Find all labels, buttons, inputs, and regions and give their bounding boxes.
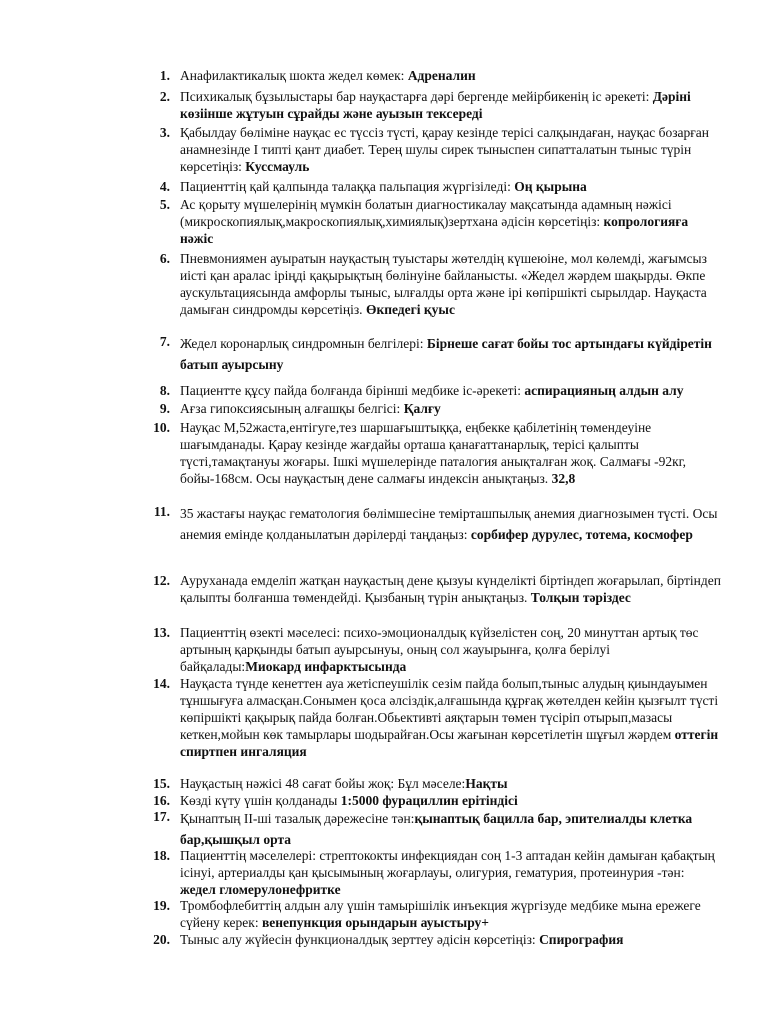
list-item <box>132 775 722 792</box>
answer-text: жедел гломерулонефритке <box>180 882 341 897</box>
item-text <box>180 624 722 675</box>
question-text: Қынаптың ІІ-ші тазалық дәрежесіне тән: <box>180 811 415 826</box>
list-item <box>132 808 722 850</box>
question-text: Анафилактикалық шокта жедел көмек: <box>180 68 408 83</box>
item-text <box>180 808 722 850</box>
answer-text: Нақты <box>465 776 508 791</box>
answer-text: қынаптық бацилла бар, эпителиалды клетка бар,қышқыл орта <box>180 811 693 847</box>
item-number: 11. <box>153 504 170 519</box>
answer-text: 32,8 <box>551 471 576 486</box>
answer-text: Өкпедегі қуыс <box>365 302 455 317</box>
question-text: Ауруханада емделіп жатқан науқастың дене қызуы күнделікті біртіндеп жоғарылап, біртіндеп қалыпты болғанша төмендейді. Қызбаның түрін анықтаңыз. <box>180 573 721 605</box>
list-item <box>132 624 722 675</box>
item-text <box>180 333 722 375</box>
item-text <box>180 503 722 545</box>
item-text <box>180 675 722 760</box>
question-text: Тыныс алу жүйесін функционалдық зерттеу әдісін көрсетіңіз: <box>180 932 540 947</box>
item-number: 5. <box>159 197 170 212</box>
item-text <box>180 931 722 948</box>
question-text: Науқаста түнде кенеттен ауа жетіспеушілік сезім пайда болып,тыныс алудың қиындауымен тұншығуға алмасқан.Сонымен қоса әлсіздік,алғашында құрғақ жөтелден кейін қызғылт түсті көпіршікті қақырық пайда болған.Обьективті аяқтарын төмен түсіріп отырып,мазасы кеткен,мойын көк тамырлары шодырайған.Осы жағынан көрсетілетін шұғыл жәрдем <box>180 676 719 742</box>
list-item <box>132 897 722 931</box>
item-number: 20. <box>153 932 170 947</box>
item-number: 4. <box>159 179 170 194</box>
answer-text: копрологияға нәжіс <box>180 214 689 246</box>
item-number: 1. <box>159 68 170 83</box>
question-text: Көзді күту үшін қолданады <box>180 793 341 808</box>
question-text: Пациенттің мәселелері: стрептококты инфекциядан соң 1-3 аптадан кейін дамыған қабақтың ісінуі, артериалды қан қысымының жоғарлауы, олигурия, гематурия, протеинурия -тән: <box>180 848 715 880</box>
item-text <box>180 196 722 247</box>
question-text: Психикалық бұзылыстары бар науқастарға дәрі бергенде мейірбикенің іс әрекеті: <box>180 89 653 104</box>
item-text <box>180 400 722 417</box>
answer-text: венепункция орындарын ауыстыру+ <box>261 915 489 930</box>
answer-text: Оң қырына <box>514 179 587 194</box>
answer-text: Толқын тәріздес <box>530 590 631 605</box>
item-number: 18. <box>153 848 170 863</box>
list-item <box>132 931 722 948</box>
item-number: 10. <box>153 420 170 435</box>
item-text <box>180 382 722 399</box>
question-text: Қабылдау бөліміне науқас ес түссіз түсті, қарау кезінде терісі салқындаған, науқас бозарған анамнезінде I типті қант диабет. Терең шулы сирек тыныспен сипатталатын тыныс түрін көрсетіңіз: <box>180 125 710 174</box>
list-item <box>132 333 722 375</box>
question-text: Пациентте құсу пайда болғанда бірінші медбике іс-әрекеті: <box>180 383 525 398</box>
question-text: Жедел коронарлық синдромнын белгілері: <box>180 336 427 351</box>
item-text <box>180 897 722 931</box>
item-text <box>180 178 722 195</box>
question-text: Ас қорыту мүшелерінің мүмкін болатын диагностикалау мақсатында адамның нәжісі (микроскопиялық,макроскопиялық,химиялық)зертхана әдісін көрсетіңіз: <box>180 197 672 229</box>
question-text: Тромбофлебиттің алдын алу үшін тамырішілік инъекция жүргізуде медбике мына ережеге сүйену керек: <box>180 898 701 930</box>
answer-text: оттегін спиртпен ингаляция <box>180 727 719 759</box>
item-number: 17. <box>153 809 170 824</box>
answer-text: Куссмауль <box>245 159 310 174</box>
list-item <box>132 847 722 898</box>
list-item <box>132 400 722 417</box>
item-number: 8. <box>159 383 170 398</box>
item-number: 6. <box>159 251 170 266</box>
question-text: Науқастың нәжісі 48 сағат бойы жоқ: Бұл мәселе: <box>180 776 466 791</box>
list-item <box>132 675 722 760</box>
answer-text: Қалғу <box>403 401 441 416</box>
question-text: 35 жастағы науқас гематология бөлімшесіне темірташпылық анемия диагнозымен түсті. Осы анемия емінде қолданылатын дәрілерді таңдаңыз: <box>180 506 718 542</box>
item-text <box>180 88 722 122</box>
question-text: Науқас М,52жаста,ентігуге,тез шаршағыштыққа, еңбекке қабілетінің төмендеуіне шағымданады. Қарау кезінде жағдайы орташа қанағаттанарлық, терісі қалыпты түсті,тамақтануы жоғары. Ішкі мүшелерінде паталогия анықталған жоқ. Салмағы -92кг, бойы-168см. Осы науқастың дене салмағы индексін анықтаңыз. <box>180 420 687 486</box>
item-number: 7. <box>159 334 170 349</box>
item-number: 15. <box>153 776 170 791</box>
answer-text: Дәріні көзіінше жұтуын сұрайды және ауызын тексереді <box>180 89 691 121</box>
item-number: 19. <box>153 898 170 913</box>
list-item <box>132 250 722 318</box>
item-text <box>180 775 722 792</box>
answer-text: 1:5000 фурациллин ерітіндісі <box>340 793 518 808</box>
item-number: 3. <box>159 125 170 140</box>
item-number: 13. <box>153 625 170 640</box>
item-number: 2. <box>159 89 170 104</box>
list-item <box>132 196 722 247</box>
item-text <box>180 847 722 898</box>
answer-text: Бірнеше сағат бойы тос артындағы күйдіретін батып ауырсыну <box>180 336 712 372</box>
list-item <box>132 419 722 487</box>
item-text <box>180 792 722 809</box>
list-item <box>132 178 722 195</box>
list-item <box>132 572 722 606</box>
question-text: Пациенттің өзекті мәселесі: психо-эмоционалдық күйзелістен соң, 20 минуттан артық төс артының қарқынды батып ауырсынуы, оның сол жауырынға, қолға берілуі байқалады: <box>180 625 699 674</box>
question-text: Пневмониямен ауыратын науқастың туыстары жөтелдің күшеюіне, мол көлемді, жағымсыз иісті қан аралас іріңді қақырықтың бөлінуіне байланысты. «Жедел жәрдем шақырды. Өкпе аускультациясында амфорлы тыныс, ылғалды орта және ірі көпіршікті сырылдар. Науқаста дамыған синдромды көрсетіңіз. <box>180 251 707 317</box>
item-number: 16. <box>153 793 170 808</box>
answer-text: Адреналин <box>407 68 476 83</box>
list-item <box>132 88 722 122</box>
list-item <box>132 67 722 84</box>
item-number: 14. <box>153 676 170 691</box>
item-number: 12. <box>153 573 170 588</box>
question-text: Пациенттің қай қалпында талаққа пальпация жүргізіледі: <box>180 179 515 194</box>
item-text <box>180 419 722 487</box>
answer-text: Спирография <box>539 932 624 947</box>
question-text: Ағза гипоксиясының алғашқы белгісі: <box>180 401 404 416</box>
list-item <box>132 382 722 399</box>
item-text <box>180 572 722 606</box>
item-number: 9. <box>159 401 170 416</box>
list-item <box>132 503 722 545</box>
item-text <box>180 67 722 84</box>
list-item <box>132 124 722 175</box>
answer-text: аспирацияның алдын алу <box>524 383 684 398</box>
list-item <box>132 792 722 809</box>
answer-text: сорбифер дурулес, тотема, космофер <box>470 527 693 542</box>
item-text <box>180 124 722 175</box>
item-text <box>180 250 722 318</box>
answer-text: Миокард инфарктысында <box>245 659 407 674</box>
